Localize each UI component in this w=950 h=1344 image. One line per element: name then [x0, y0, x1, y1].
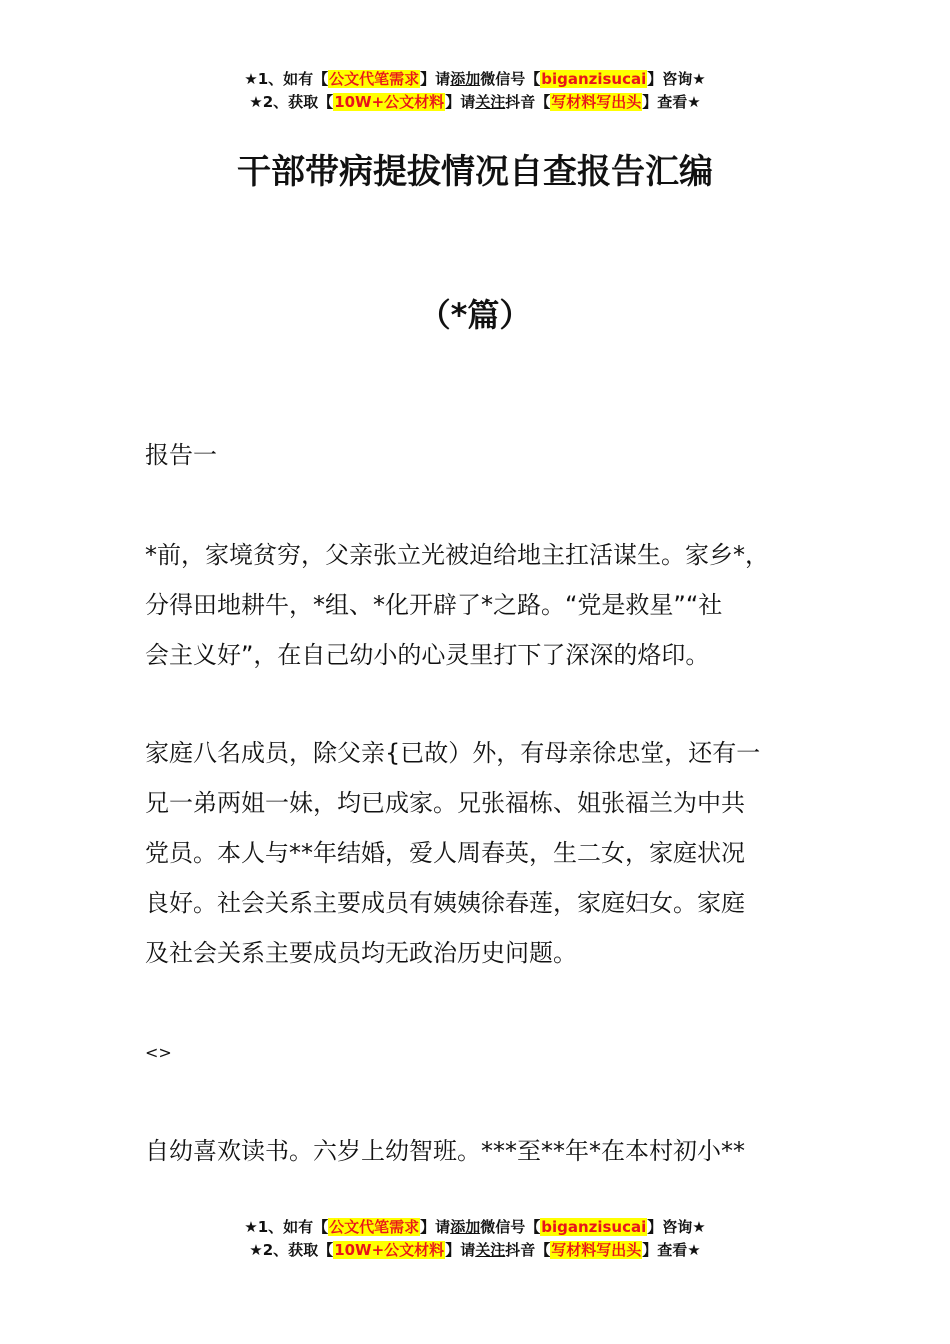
promo-text: 】查看★ [642, 1241, 701, 1259]
promo-text: 】咨询★ [647, 70, 706, 88]
promo-text: 】请 [445, 93, 476, 111]
promo-text: 】请 [420, 1218, 451, 1236]
paragraph-line: 自幼喜欢读书。六岁上幼智班。***至**年*在本村初小** [145, 1137, 745, 1165]
promo-line-2 [0, 91, 950, 114]
promo-wechat-id: biganzisucai [541, 1218, 647, 1236]
promo-text: 抖音【 [505, 1241, 551, 1259]
promo-text: 抖音【 [505, 93, 551, 111]
document-title: 干部带病提拔情况自查报告汇编 [237, 152, 713, 192]
document-subtitle: （*篇） [418, 296, 532, 334]
promo-text: 】查看★ [642, 93, 701, 111]
footer-promo-banner [0, 1216, 950, 1262]
promo-underlined: 关注 [475, 93, 506, 111]
promo-line-1 [0, 1216, 950, 1239]
promo-text: ★2、获取【 [249, 93, 334, 111]
promo-underlined: 添加 [450, 70, 481, 88]
paragraph-line: 党员。本人与**年结婚，爱人周春英，生二女，家庭状况 [145, 839, 745, 867]
paragraph-line: 及社会关系主要成员均无政治历史问题。 [145, 939, 577, 967]
paragraph-line: 会主义好”，在自己幼小的心灵里打下了深深的烙印。 [145, 641, 710, 669]
promo-text: ★2、获取【 [249, 1241, 334, 1259]
promo-text: 】咨询★ [647, 1218, 706, 1236]
promo-douyin-id: 写材料写出头 [551, 1241, 642, 1259]
promo-text: ★1、如有【 [244, 1218, 329, 1236]
paragraph-line: 家庭八名成员，除父亲{已故）外，有母亲徐忠堂，还有一 [145, 739, 761, 767]
promo-underlined: 关注 [475, 1241, 506, 1259]
paragraph-line: 分得田地耕牛，*组、*化开辟了*之路。“党是救星”“社 [145, 591, 723, 619]
header-promo-banner [0, 68, 950, 114]
placeholder-marker: <> [145, 1043, 172, 1062]
promo-text: 】请 [420, 70, 451, 88]
promo-text: 】请 [445, 1241, 476, 1259]
paragraph [145, 530, 835, 680]
paragraph-line: *前，家境贫穷，父亲张立光被迫给地主扛活谋生。家乡*， [145, 541, 769, 569]
promo-text: 微信号【 [480, 1218, 541, 1236]
promo-highlight: 公文代笔需求 [329, 70, 420, 88]
promo-wechat-id: biganzisucai [541, 70, 647, 88]
paragraph [145, 728, 835, 978]
promo-line-1 [0, 68, 950, 91]
paragraph [145, 1126, 835, 1176]
promo-douyin-id: 写材料写出头 [551, 93, 642, 111]
promo-highlight: 10W+公文材料 [334, 1241, 445, 1259]
promo-highlight: 公文代笔需求 [329, 1218, 420, 1236]
paragraph-line: 良好。社会关系主要成员有姨姨徐春莲，家庭妇女。家庭 [145, 889, 745, 917]
paragraph-line: 兄一弟两姐一妹，均已成家。兄张福栋、姐张福兰为中共 [145, 789, 745, 817]
promo-line-2 [0, 1239, 950, 1262]
promo-text: 微信号【 [480, 70, 541, 88]
promo-underlined: 添加 [450, 1218, 481, 1236]
promo-text: ★1、如有【 [244, 70, 329, 88]
promo-highlight: 10W+公文材料 [334, 93, 445, 111]
section-heading: 报告一 [145, 441, 217, 469]
